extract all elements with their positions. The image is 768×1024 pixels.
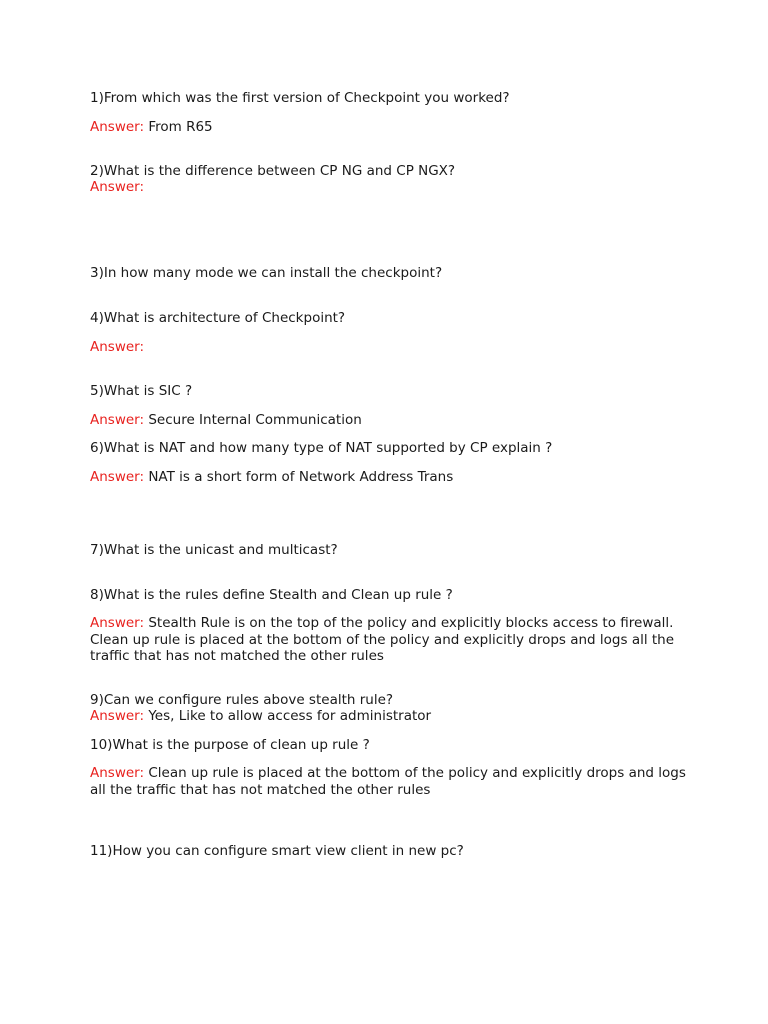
answer-text: NAT is a short form of Network Address Trans [144, 469, 454, 485]
answer-10 [90, 765, 690, 798]
answer-8 [90, 615, 690, 665]
answer-text: Clean up rule is placed at the bottom of the policy and explicitly drops and logs all the traffic that has not matched the other rules [90, 765, 686, 798]
question-3: 3)In how many mode we can install the checkpoint? [90, 265, 443, 281]
answer-label: Answer: [90, 765, 145, 781]
answer-label: Answer: [90, 412, 145, 428]
question-1: 1)From which was the first version of Checkpoint you worked? [90, 90, 510, 106]
answer-label: Answer: [90, 119, 145, 135]
answer-label: Answer: [90, 179, 145, 195]
answer-9 [90, 708, 690, 724]
answer-text: Yes, Like to allow access for administrator [144, 708, 432, 724]
answer-text: From R65 [144, 119, 213, 135]
question-10: 10)What is the purpose of clean up rule ? [90, 737, 370, 753]
answer-label: Answer: [90, 339, 145, 355]
question-7: 7)What is the unicast and multicast? [90, 542, 338, 558]
answer-text: Secure Internal Communication [144, 412, 362, 428]
question-11: 11)How you can configure smart view client in new pc? [90, 843, 464, 859]
answer-text: Stealth Rule is on the top of the policy and explicitly blocks access to firewall. Clean up rule is placed at the bottom of the policy and explicitly drops and logs all the traffic that has not matched the other rules [90, 615, 675, 664]
answer-label: Answer: [90, 708, 145, 724]
answer-label: Answer: [90, 615, 145, 631]
question-6: 6)What is NAT and how many type of NAT supported by CP explain ? [90, 440, 553, 456]
question-9: 9)Can we configure rules above stealth rule? [90, 692, 394, 708]
question-4: 4)What is architecture of Checkpoint? [90, 310, 346, 326]
question-5: 5)What is SIC ? [90, 383, 193, 399]
question-2: 2)What is the difference between CP NG and CP NGX? [90, 163, 456, 179]
answer-1 [90, 119, 690, 135]
answer-5 [90, 412, 690, 428]
question-8: 8)What is the rules define Stealth and Clean up rule ? [90, 587, 453, 603]
answer-6 [90, 469, 690, 485]
answer-label: Answer: [90, 469, 145, 485]
answer-2 [90, 179, 690, 195]
answer-4 [90, 339, 690, 355]
